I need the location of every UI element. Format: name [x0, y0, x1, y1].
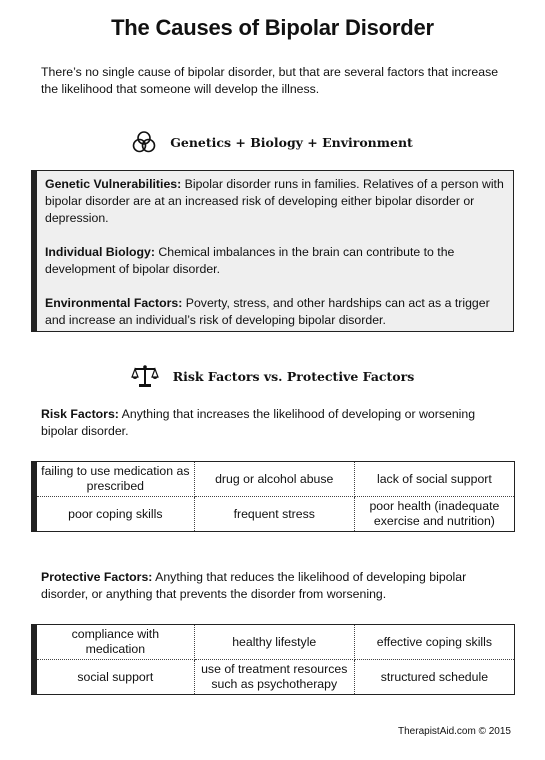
table-cell: healthy lifestyle — [194, 625, 354, 660]
protective-factors-table — [31, 624, 515, 695]
info-item-text: Bipolar disorder runs in families. Relatives of a person with bipolar disorder are at an increased risk of developing either bipolar disorder or depression. — [45, 177, 504, 225]
table-row — [34, 497, 515, 532]
table-cell: use of treatment resources such as psychotherapy — [194, 660, 354, 695]
table-cell: failing to use medication as prescribed — [34, 462, 194, 497]
table-cell: effective coping skills — [354, 625, 514, 660]
protective-factors-text: Anything that reduces the likelihood of developing bipolar disorder, or anything that prevents the disorder from worsening. — [41, 570, 467, 601]
section-heading-risk-protective — [0, 364, 545, 388]
table-cell: poor health (inadequate exercise and nutrition) — [354, 497, 514, 532]
table-cell: drug or alcohol abuse — [194, 462, 354, 497]
risk-factors-label: Risk Factors: — [41, 407, 119, 421]
risk-factors-description — [41, 406, 511, 440]
table-cell: poor coping skills — [34, 497, 194, 532]
info-item-environment — [45, 295, 505, 329]
table-cell: lack of social support — [354, 462, 514, 497]
table-cell: structured schedule — [354, 660, 514, 695]
table-cell: frequent stress — [194, 497, 354, 532]
info-item-genetic — [45, 176, 505, 227]
table-cell: compliance with medication — [34, 625, 194, 660]
table-row — [34, 660, 515, 695]
risk-factors-table — [31, 461, 515, 532]
protective-factors-description — [41, 569, 511, 603]
info-item-biology — [45, 244, 505, 278]
info-item-label: Individual Biology: — [45, 245, 155, 259]
overlapping-circles-icon — [132, 130, 156, 154]
genetics-info-box — [31, 170, 514, 332]
footer-credit: TherapistAid.com © 2015 — [398, 726, 511, 737]
info-item-text: Poverty, stress, and other hardships can act as a trigger and increase an individual’s risk of developing bipolar disorder. — [45, 296, 490, 327]
balance-scale-icon — [131, 364, 159, 388]
section-heading-genetics — [0, 130, 545, 154]
intro-text: There’s no single cause of bipolar disorder, but that are several factors that increase the likelihood that someone will develop the illness. — [41, 65, 499, 96]
info-item-label: Genetic Vulnerabilities: — [45, 177, 182, 191]
info-item-label: Environmental Factors: — [45, 296, 183, 310]
page-title: The Causes of Bipolar Disorder — [111, 15, 434, 40]
table-row — [34, 462, 515, 497]
protective-factors-label: Protective Factors: — [41, 570, 153, 584]
section-heading-text: Genetics + Biology + Environment — [170, 134, 413, 150]
risk-factors-text: Anything that increases the likelihood of developing or worsening bipolar disorder. — [41, 407, 476, 438]
section-heading-text: Risk Factors vs. Protective Factors — [172, 368, 415, 384]
info-item-text: Chemical imbalances in the brain can contribute to the development of bipolar disorder. — [45, 245, 455, 276]
table-cell: social support — [34, 660, 194, 695]
table-row — [34, 625, 515, 660]
